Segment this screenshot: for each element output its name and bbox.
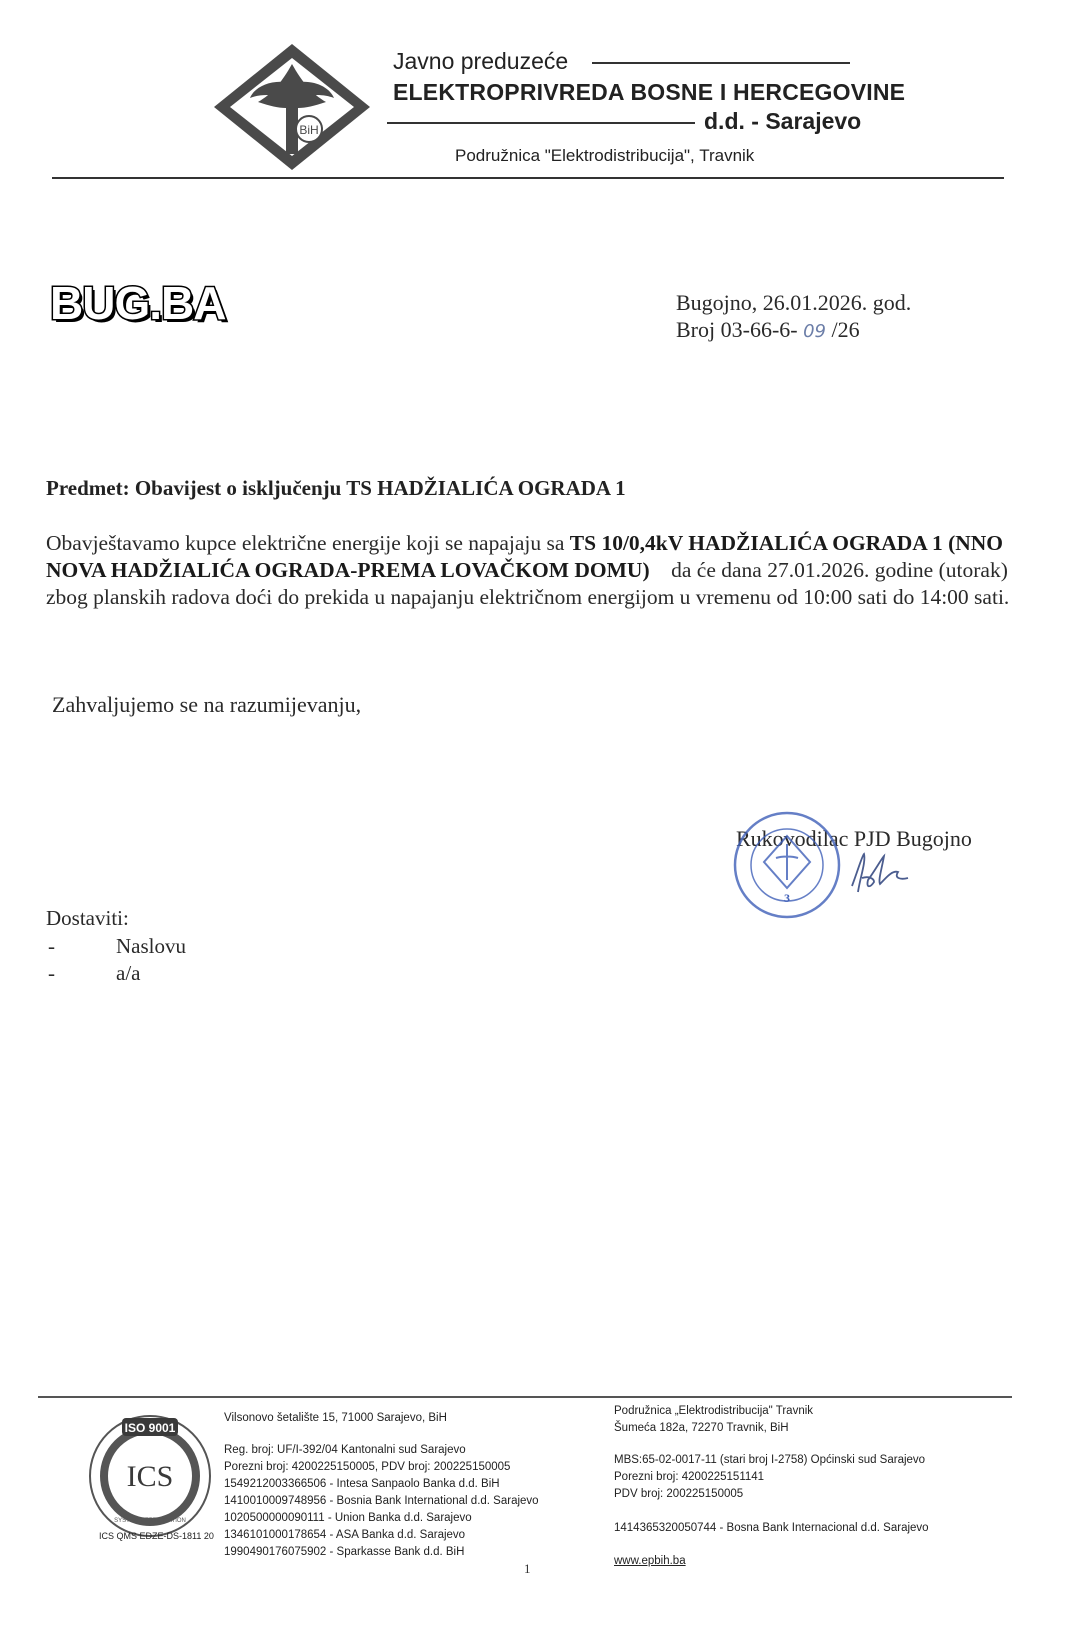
- footer-left-line: 1346101000178654 - ASA Banka d.d. Sarajevo: [224, 1529, 466, 1541]
- footer-right-address-line: Podružnica „Elektrodistribucija" Travnik: [614, 1405, 814, 1417]
- footer-left-line: Porezni broj: 4200225150005, PDV broj: 200225150005: [224, 1461, 511, 1473]
- footer-right-address: [614, 1403, 813, 1437]
- handwritten-signature: [848, 848, 918, 898]
- delivery-dash-2: -: [48, 961, 55, 985]
- footer-right-address-line: Šumeća 182a, 72270 Travnik, BiH: [614, 1422, 789, 1434]
- document-number-suffix: /26: [831, 317, 860, 342]
- header-divider: [52, 177, 1004, 179]
- document-date: Bugojno, 26.01.2026. god.: [676, 290, 912, 315]
- footer-left-line: 1020500000090111 - Union Banka d.d. Sarajevo: [224, 1512, 472, 1524]
- delivery-item-2: a/a: [116, 961, 141, 985]
- iso-top-text: ISO 9001: [124, 1421, 176, 1435]
- body-intro: Obavještavamo kupce električne energije koji se napajaju sa: [46, 531, 570, 555]
- footer-left-block: [224, 1442, 539, 1561]
- footer-divider: [38, 1396, 1012, 1398]
- body-station: TS 10/0,4kV HADŽIALIĆA OGRADA 1: [569, 531, 943, 555]
- iso-code: ICS QMS EDZE-DS-1811 20: [99, 1531, 214, 1541]
- footer-website-link[interactable]: www.epbih.ba: [614, 1555, 686, 1567]
- page-number: 1: [524, 1561, 531, 1576]
- header-company-suffix: d.d. - Sarajevo: [704, 108, 862, 134]
- header-branch: Podružnica "Elektrodistribucija", Travnik: [455, 146, 755, 165]
- document-number-prefix: Broj 03-66-6-: [676, 317, 798, 342]
- header-rule-middle: [387, 122, 695, 124]
- delivery-dash-1: -: [48, 934, 55, 958]
- header-rule-top: [592, 62, 850, 64]
- iso-certification-logo: [84, 1410, 216, 1542]
- header-org-type: Javno preduzeće: [393, 48, 569, 74]
- document-number: [676, 317, 860, 343]
- footer-right-line: MBS:65-02-0017-11 (stari broj I-2758) Općinski sud Sarajevo: [614, 1454, 926, 1466]
- body-rest: da će dana 27.01.2026. godine (utorak) zbog planskih radova doći do prekida u napajanju električnom energijom u vremenu od 10:00 sati do 14:00 sati.: [46, 558, 1010, 609]
- delivery-item-1: Naslovu: [116, 934, 186, 958]
- body-paragraph: [46, 530, 1036, 611]
- signatory-title: Rukovodilac PJD Bugojno: [736, 826, 972, 851]
- footer-left-line: 1410010009748956 - Bosnia Bank International d.d. Sarajevo: [224, 1495, 539, 1507]
- footer-right-bank: 1414365320050744 - Bosna Bank Internacional d.d. Sarajevo: [614, 1522, 929, 1534]
- footer-left-address: Vilsonovo šetalište 15, 71000 Sarajevo, BiH: [224, 1412, 447, 1424]
- footer-right-line: PDV broj: 200225150005: [614, 1488, 744, 1500]
- watermark-logo: BUG.BA: [50, 277, 226, 329]
- subject-line: Predmet: Obavijest o isključenju TS HADŽIALIĆA OGRADA 1: [46, 476, 626, 500]
- footer-left-line: 1549212003366506 - Intesa Sanpaolo Banka d.d. BiH: [224, 1478, 500, 1490]
- delivery-label: Dostaviti:: [46, 906, 129, 930]
- logo-text: BiH: [299, 123, 319, 137]
- document-number-handwritten: 09: [803, 321, 826, 342]
- iso-mid-text: ICS: [126, 1460, 174, 1493]
- footer-right-block: [614, 1452, 925, 1503]
- closing-thanks: Zahvaljujemo se na razumijevanju,: [52, 692, 362, 717]
- company-logo: [212, 42, 372, 172]
- body-network: (NNO NOVA HADŽIALIĆA OGRADA-PREMA LOVAČKOM DOMU): [46, 531, 1004, 582]
- stamp-number: 3: [784, 891, 790, 905]
- footer-left-line: Reg. broj: UF/I-392/04 Kantonalni sud Sarajevo: [224, 1444, 466, 1456]
- footer-right-line: Porezni broj: 4200225151141: [614, 1471, 765, 1483]
- footer-left-line: 1990490176075902 - Sparkasse Bank d.d. BiH: [224, 1546, 465, 1558]
- official-stamp: [732, 810, 842, 920]
- header-company-name: ELEKTROPRIVREDA BOSNE I HERCEGOVINE: [393, 79, 906, 105]
- iso-bottom-text: SYSTEM CERTIFICATION: [114, 1518, 186, 1524]
